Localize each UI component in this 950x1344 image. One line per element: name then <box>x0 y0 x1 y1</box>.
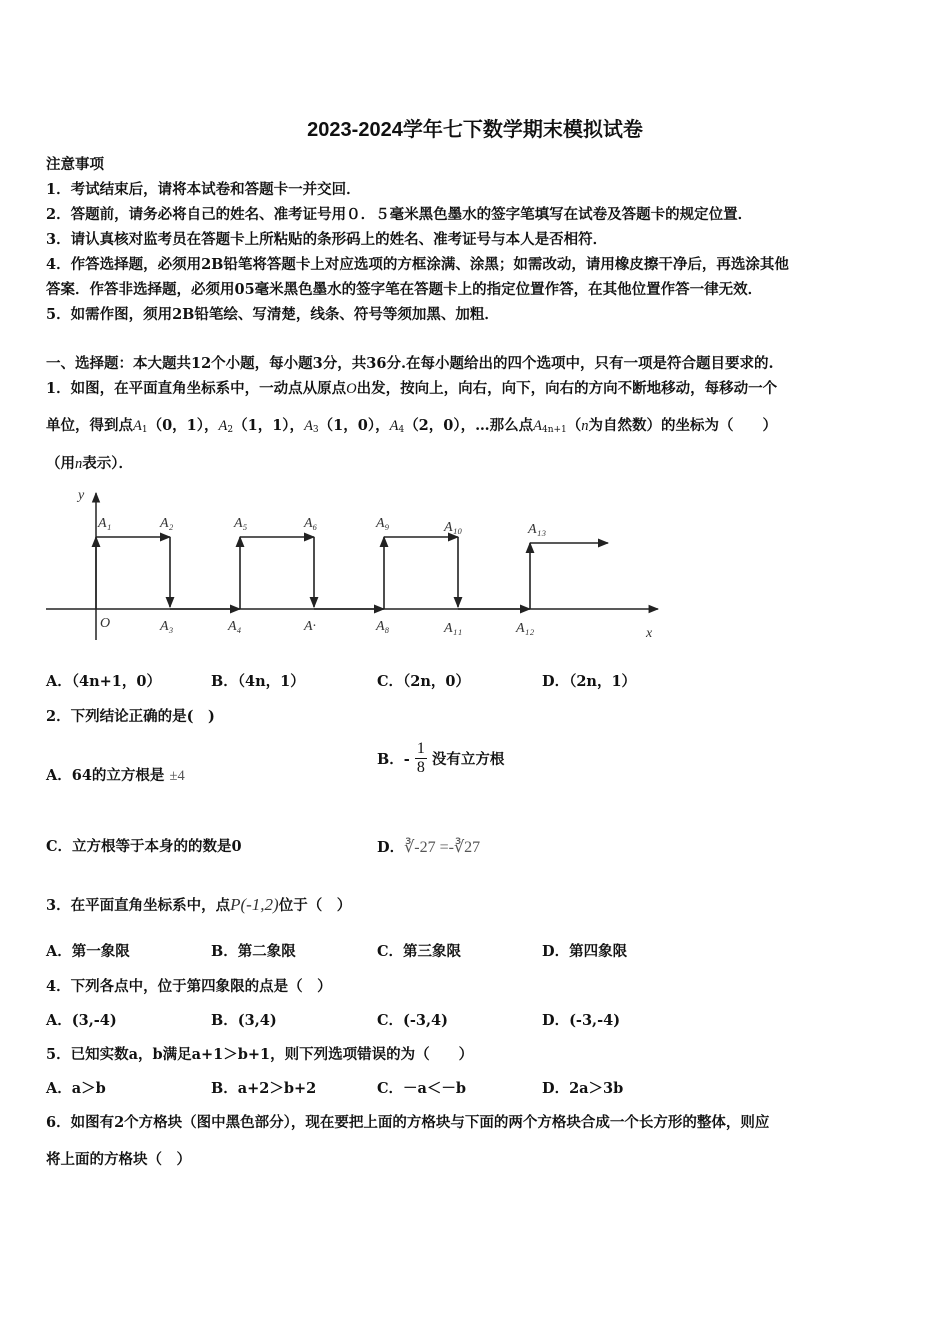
label-a7: A· <box>304 619 317 634</box>
origin-label: O <box>100 616 111 631</box>
path-arrows <box>96 537 608 609</box>
notice-heading: 注意事项 <box>46 156 104 173</box>
q3-option-c[interactable]: C．第三象限 <box>377 943 462 960</box>
label-a11: A₁₁ <box>444 621 463 636</box>
label-a5: A₅ <box>234 516 248 531</box>
q2-option-a[interactable]: A．64的立方根是 ±4 <box>46 767 185 784</box>
q6-line1: 6．如图有2个方格块（图中黑色部分），现在要把上面的方格块与下面的两个方格块合成一个长方形的整体，则应 <box>46 1114 770 1131</box>
q1-option-a[interactable]: A．（4n+1，0） <box>46 673 161 690</box>
q1-option-c[interactable]: C．（2n，0） <box>377 673 471 690</box>
q2-option-c[interactable]: C．立方根等于本身的的数是0 <box>46 838 242 855</box>
q6-line2: 将上面的方格块（ ） <box>46 1151 191 1168</box>
x-label: x <box>646 626 653 641</box>
q1-line3: （用n表示）． <box>46 455 133 472</box>
notice-item: 3．请认真核对监考员在答题卡上所粘贴的条形码上的姓名、准考证号与本人是否相符． <box>46 231 608 248</box>
label-a6: A₆ <box>304 516 318 531</box>
q1-line1: 1．如图，在平面直角坐标系中，一动点从原点O出发，按向上，向右，向下，向右的方向不断地移动，每移动一个 <box>46 380 778 397</box>
q3-option-b[interactable]: B．第二象限 <box>211 943 296 960</box>
q2-option-b[interactable]: B．- $\frac{1}{8}$ 没有立方根 <box>377 740 505 776</box>
q5-stem: 5．已知实数a，b满足a+1＞b+1，则下列选项错误的为（ ） <box>46 1046 474 1063</box>
page-title: 2023-2024学年七下数学期末模拟试卷 <box>307 119 643 141</box>
notice-item: 答案．作答非选择题，必须用05毫米黑色墨水的签字笔在答题卡上的指定位置作答，在其他位置作答一律无效． <box>46 281 763 298</box>
label-a1: A₁ <box>98 516 112 531</box>
q3-option-a[interactable]: A．第一象限 <box>46 943 130 960</box>
section-heading: 一、选择题：本大题共12个小题，每小题3分，共36分.在每小题给出的四个选项中，只有一项是符合题目要求的. <box>46 355 774 372</box>
notice-item: 5．如需作图，须用2B铅笔绘、写清楚，线条、符号等须加黑、加粗． <box>46 306 499 323</box>
q4-option-c[interactable]: C．(-3,4) <box>377 1012 449 1029</box>
label-a12: A₁₂ <box>516 621 535 636</box>
q5-option-c[interactable]: C．－a＜－b <box>377 1080 467 1097</box>
label-a2: A₂ <box>160 516 174 531</box>
q4-stem: 4．下列各点中，位于第四象限的点是（ ） <box>46 978 332 995</box>
q3-stem: 3．在平面直角坐标系中，点P(-1,2)位于（ ） <box>46 895 352 914</box>
notice-item: 2．答题前，请务必将自己的姓名、准考证号用０．５毫米黑色墨水的签字笔填写在试卷及答题卡的规定位置． <box>46 206 753 223</box>
label-a9: A₉ <box>376 516 390 531</box>
label-a3: A₃ <box>160 619 174 634</box>
q5-option-a[interactable]: A．a＞b <box>46 1080 106 1097</box>
notice-item: 1．考试结束后，请将本试卷和答题卡一并交回． <box>46 181 361 198</box>
q1-option-b[interactable]: B．（4n，1） <box>211 673 305 690</box>
notice-item: 4．作答选择题，必须用2B铅笔将答题卡上对应选项的方框涂满、涂黑；如需改动，请用橡皮擦干净后，再选涂其他 <box>46 256 789 273</box>
fraction: $\frac{1}{8}$ <box>416 740 425 776</box>
q4-option-d[interactable]: D．(-3,-4) <box>542 1012 621 1029</box>
q1-option-d[interactable]: D．（2n，1） <box>542 673 637 690</box>
label-a10: A₁₀ <box>444 520 463 535</box>
label-a13: A₁₃ <box>528 522 547 537</box>
q4-option-b[interactable]: B．(3,4) <box>211 1012 277 1029</box>
q5-option-b[interactable]: B．a+2＞b+2 <box>211 1080 317 1097</box>
q2-option-d[interactable]: D．∛-27 =-∛27 <box>377 839 481 856</box>
q4-option-a[interactable]: A．(3,-4) <box>46 1012 117 1029</box>
q5-option-d[interactable]: D．2a＞3b <box>542 1080 624 1097</box>
q1-line2: 单位，得到点$A_1(0$，1），$A_2(1$，1），$A_3(1$，0），$A_4(2$，0），…那么点$A_{4n+1}(n$为自然数）的坐标为（ ） <box>46 417 778 435</box>
q3-option-d[interactable]: D．第四象限 <box>542 943 628 960</box>
y-label: y <box>78 488 85 503</box>
label-a4: A₄ <box>228 619 242 634</box>
label-a8: A₈ <box>376 619 390 634</box>
q1-figure <box>46 485 666 645</box>
q2-stem: 2．下列结论正确的是( ) <box>46 708 215 725</box>
